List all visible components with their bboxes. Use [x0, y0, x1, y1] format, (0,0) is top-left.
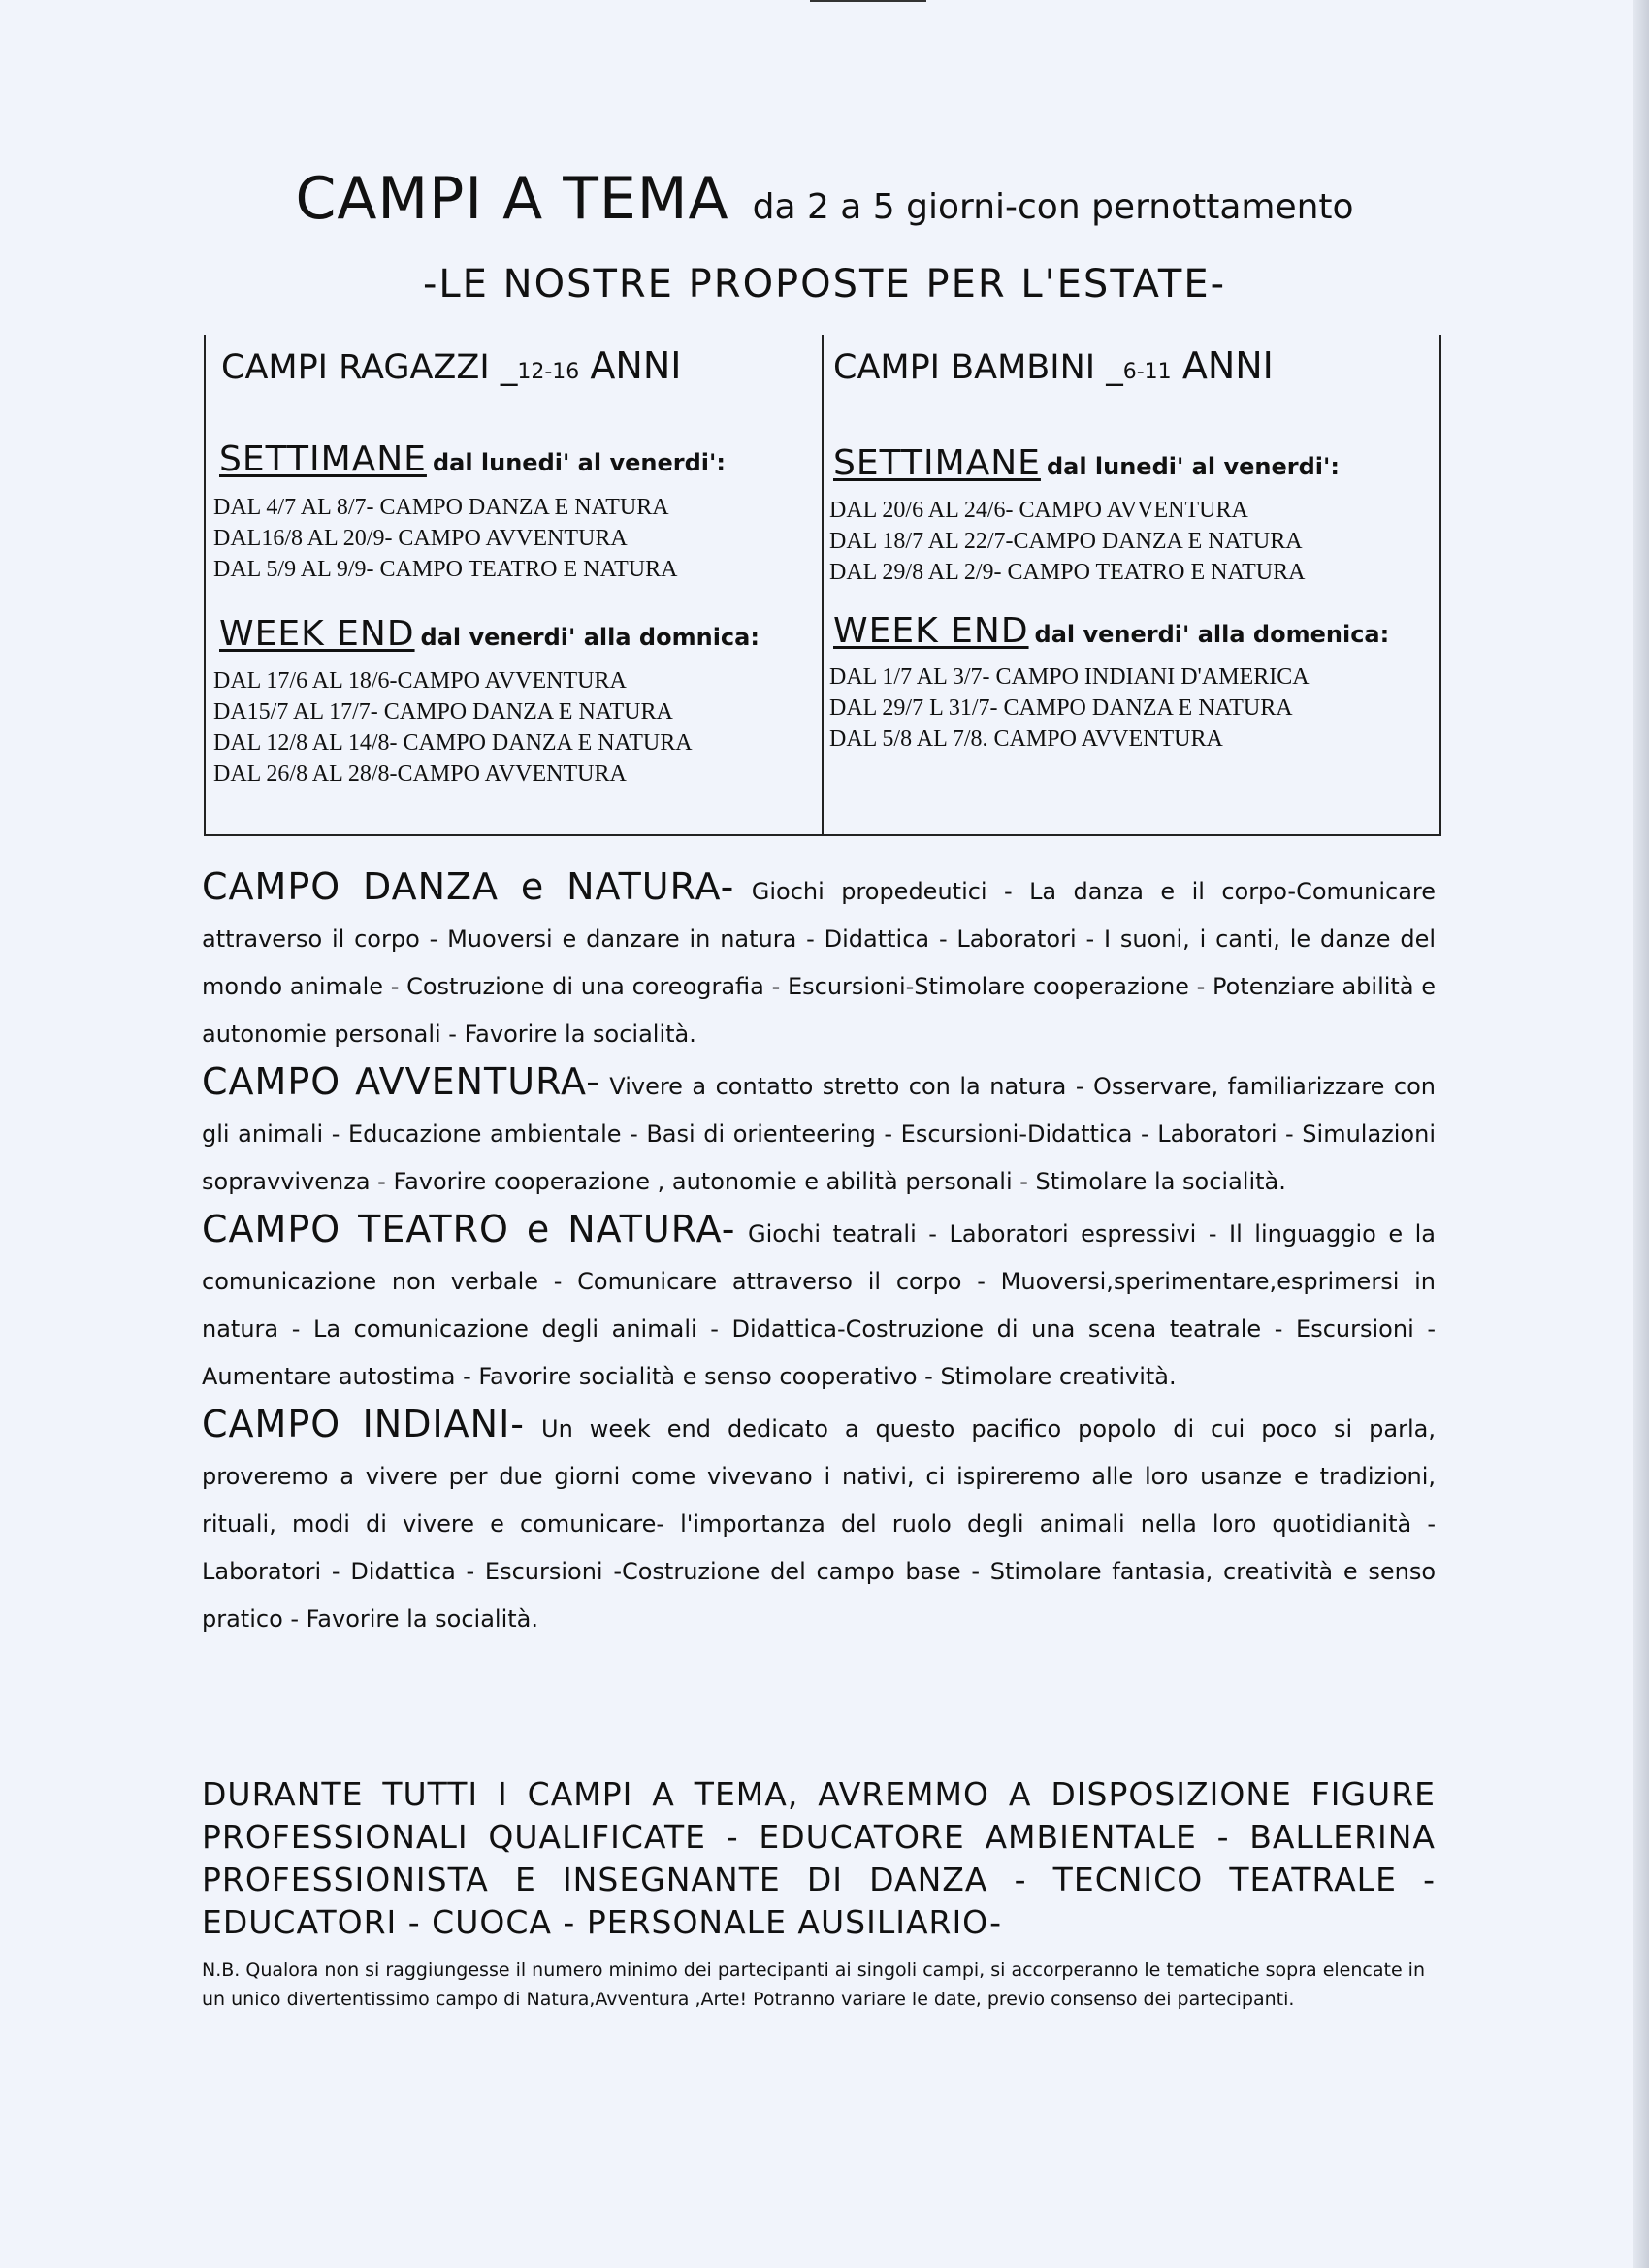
schedule-table [204, 335, 1441, 836]
description-text: Vivere a contatto stretto con la natura - Osservare, familiarizzare con gli animali - Educazione ambientale - Basi di orienteering - Escursioni-Didattica - Laboratori - Simulazioni sopravvivenza - Favorire cooperazione , autonomie e abilità personali - Stimolare la socialità. [202, 1073, 1436, 1195]
weekend-list [213, 665, 693, 790]
heading-age: 12-16 [517, 360, 580, 384]
description-text: Giochi propedeutici - La danza e il corpo-Comunicare attraverso il corpo - Muoversi e danzare in natura - Didattica - Laboratori - I suoni, i canti, le danze del mondo animale - Costruzione di una coreografia - Escursioni-Stimolare cooperazione - Potenziare abilità e autonomie personali - Favorire la socialità. [202, 878, 1437, 1048]
list-item: DAL 1/7 AL 3/7- CAMPO INDIANI D'AMERICA [829, 664, 1310, 690]
section-title: SETTIMANE [833, 443, 1041, 483]
weekend-list [829, 662, 1310, 755]
list-item: DAL 20/6 AL 24/6- CAMPO AVVENTURA [829, 498, 1248, 523]
scan-page-edge [1633, 0, 1649, 2268]
list-item: DAL 26/8 AL 28/8-CAMPO AVVENTURA [213, 761, 627, 787]
heading-age: 6-11 [1122, 360, 1172, 384]
description-avventura [202, 1058, 1436, 1206]
description-text: Giochi teatrali - Laboratori espressivi - Il linguaggio e la comunicazione non verbale - Comunicare attraverso il corpo - Muoversi,sperimentare,esprimersi in natura - La comunicazione degli animali - Didattica-Costruzione di una scena teatrale - Escursioni - Aumentare autostima - Favorire socialità e senso cooperativo - Stimolare creatività. [202, 1220, 1436, 1390]
list-item: DAL 4/7 AL 8/7- CAMPO DANZA E NATURA [213, 495, 669, 520]
heading-name: CAMPI RAGAZZI _ [221, 348, 518, 387]
description-teatro-natura [202, 1206, 1436, 1401]
scan-mark [810, 0, 926, 2]
list-item: DAL 12/8 AL 14/8- CAMPO DANZA E NATURA [213, 730, 693, 756]
list-item: DAL 5/9 AL 9/9- CAMPO TEATRO E NATURA [213, 557, 678, 582]
list-item: DA15/7 AL 17/7- CAMPO DANZA E NATURA [213, 699, 673, 725]
settimane-list [829, 495, 1305, 588]
heading-anni: ANNI [1181, 344, 1274, 387]
heading-anni: ANNI [590, 344, 682, 387]
section-note: dal lunedi' al venerdi': [1046, 453, 1340, 480]
column-bambini [822, 335, 1441, 834]
staff-footer [202, 1773, 1436, 2014]
description-title: CAMPO TEATRO e NATURA- [202, 1208, 736, 1250]
list-item: DAL 18/7 AL 22/7-CAMPO DANZA E NATURA [829, 529, 1303, 554]
description-indiani [202, 1401, 1436, 1643]
column-heading-bambini [833, 344, 1274, 387]
section-heading-weekend [833, 611, 1389, 651]
list-item: DAL 5/8 AL 7/8. CAMPO AVVENTURA [829, 727, 1223, 752]
section-heading-weekend [219, 614, 760, 654]
nb-note: N.B. Qualora non si raggiungesse il numero minimo dei partecipanti ai singoli campi, si accorperanno le tematiche sopra elencate in un unico divertentissimo campo di Natura,Avventura ,Arte! Potranno variare le date, previo consenso dei partecipanti. [202, 1960, 1425, 2010]
description-text: Un week end dedicato a questo pacifico popolo di cui poco si parla, proveremo a vivere per due giorni come vivevano i nativi, ci ispireremo alle loro usanze e tradizioni, rituali, modi di vivere e comunicare- l'importanza del ruolo degli animali nella loro quotidianità - Laboratori - Didattica - Escursioni -Costruzione del campo base - Stimolare fantasia, creatività e senso pratico - Favorire la socialità. [202, 1415, 1436, 1633]
title-main: CAMPI A TEMA [295, 165, 729, 233]
description-title: CAMPO AVVENTURA- [202, 1060, 600, 1103]
description-danza-natura [202, 863, 1436, 1058]
staff-statement: DURANTE TUTTI I CAMPI A TEMA, AVREMMO A DISPOSIZIONE FIGURE PROFESSIONALI QUALIFICATE - EDUCATORE AMBIENTALE - BALLERINA PROFESSIONISTA E INSEGNANTE DI DANZA - TECNICO TEATRALE - EDUCATORI - CUOCA - PERSONALE AUSILIARIO- [202, 1775, 1436, 1941]
heading-name: CAMPI BAMBINI _ [833, 348, 1123, 387]
list-item: DAL 29/8 AL 2/9- CAMPO TEATRO E NATURA [829, 560, 1306, 585]
page-title [0, 165, 1649, 233]
section-title: WEEK END [219, 614, 415, 654]
description-title: CAMPO DANZA e NATURA- [202, 865, 735, 908]
section-title: WEEK END [833, 611, 1029, 651]
section-title: SETTIMANE [219, 439, 427, 479]
section-note: dal venerdi' alla domnica: [420, 624, 760, 651]
settimane-list [213, 492, 677, 585]
column-ragazzi [206, 335, 821, 834]
camp-descriptions [202, 863, 1436, 1643]
list-item: DAL 17/6 AL 18/6-CAMPO AVVENTURA [213, 668, 627, 694]
section-heading-settimane [219, 439, 726, 479]
title-subtitle: da 2 a 5 giorni-con pernottamento [752, 187, 1354, 227]
list-item: DAL 29/7 L 31/7- CAMPO DANZA E NATURA [829, 696, 1293, 721]
page-subtitle: -LE NOSTRE PROPOSTE PER L'ESTATE- [422, 262, 1227, 307]
description-title: CAMPO INDIANI- [202, 1403, 526, 1445]
section-note: dal lunedi' al venerdi': [432, 449, 726, 476]
list-item: DAL16/8 AL 20/9- CAMPO AVVENTURA [213, 526, 628, 551]
section-heading-settimane [833, 443, 1340, 483]
section-note: dal venerdi' alla domenica: [1034, 621, 1390, 648]
column-heading-ragazzi [221, 344, 681, 387]
